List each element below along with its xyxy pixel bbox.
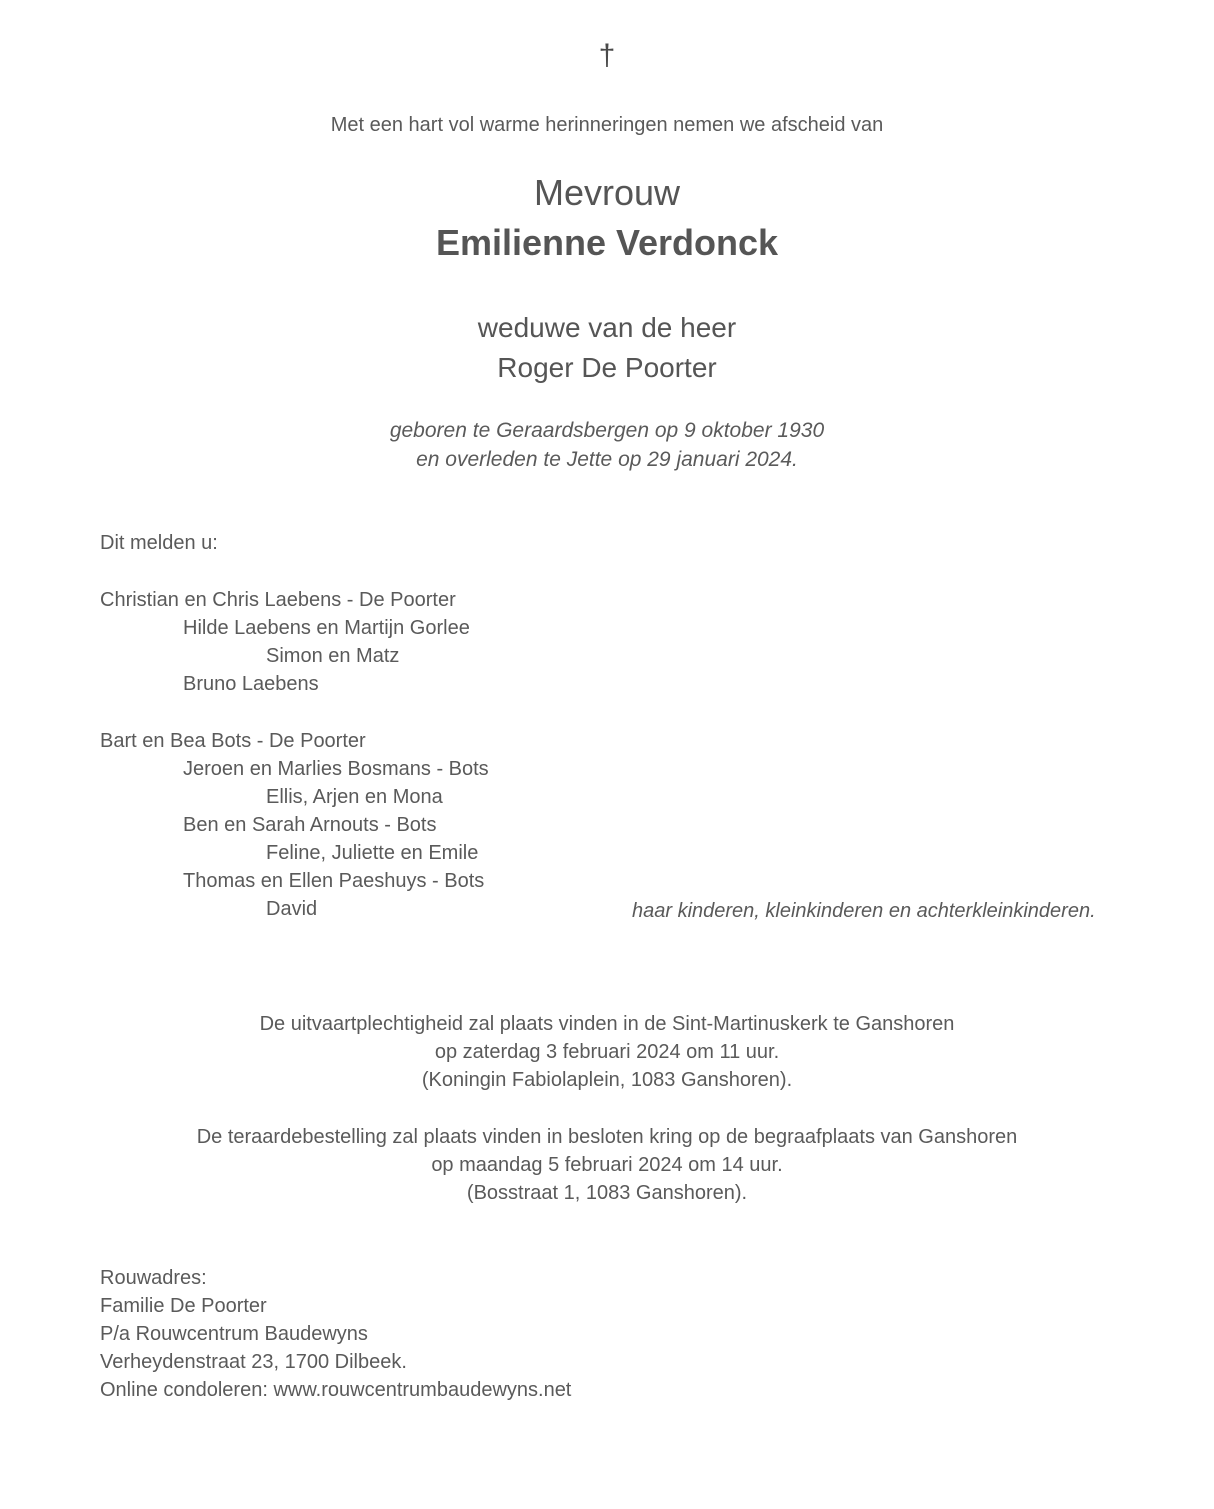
- funeral-address: (Koningin Fabiolaplein, 1083 Ganshoren).: [421, 1069, 793, 1091]
- family-row: Thomas en Ellen Paeshuys - Bots: [183, 870, 485, 892]
- death-line: en overleden te Jette op 29 januari 2024.: [416, 448, 798, 471]
- burial-date: op maandag 5 februari 2024 om 14 uur.: [431, 1154, 783, 1176]
- family-row: Bruno Laebens: [183, 673, 319, 695]
- online-condolence-link[interactable]: Online condoleren: www.rouwcentrumbaudewyns.net: [100, 1379, 572, 1401]
- burial-address: (Bosstraat 1, 1083 Ganshoren).: [466, 1182, 748, 1204]
- family-row: Bart en Bea Bots - De Poorter: [100, 730, 366, 752]
- funeral-line: De uitvaartplechtigheid zal plaats vinden in de Sint-Martinuskerk te Ganshoren: [259, 1013, 955, 1035]
- family-row: Simon en Matz: [266, 645, 400, 667]
- contact-family: Familie De Poorter: [100, 1295, 267, 1317]
- widow-of-line: weduwe van de heer: [477, 312, 737, 343]
- deceased-name: Emilienne Verdonck: [435, 222, 779, 263]
- family-row: David: [266, 898, 318, 920]
- burial-line: De teraardebestelling zal plaats vinden in besloten kring op de begraafplaats van Ganshoren: [196, 1126, 1018, 1148]
- spouse-name: Roger De Poorter: [497, 352, 717, 383]
- intro-text: Met een hart vol warme herinneringen nemen we afscheid van: [330, 114, 884, 136]
- family-closing: haar kinderen, kleinkinderen en achterkleinkinderen.: [632, 900, 1096, 922]
- announce-line: Dit melden u:: [100, 532, 218, 554]
- birth-line: geboren te Geraardsbergen op 9 oktober 1930: [389, 419, 825, 442]
- family-row: Christian en Chris Laebens - De Poorter: [100, 589, 456, 611]
- honorific-title: Mevrouw: [533, 172, 681, 213]
- contact-address: Verheydenstraat 23, 1700 Dilbeek.: [100, 1351, 407, 1373]
- funeral-date: op zaterdag 3 februari 2024 om 11 uur.: [434, 1041, 780, 1063]
- contact-label: Rouwadres:: [100, 1267, 207, 1289]
- cross-icon: †: [598, 39, 616, 72]
- family-row: Feline, Juliette en Emile: [266, 842, 479, 864]
- family-row: Hilde Laebens en Martijn Gorlee: [183, 617, 470, 639]
- family-row: Ellis, Arjen en Mona: [266, 786, 443, 808]
- family-row: Ben en Sarah Arnouts - Bots: [183, 814, 437, 836]
- contact-care-of: P/a Rouwcentrum Baudewyns: [100, 1323, 368, 1345]
- family-row: Jeroen en Marlies Bosmans - Bots: [183, 758, 489, 780]
